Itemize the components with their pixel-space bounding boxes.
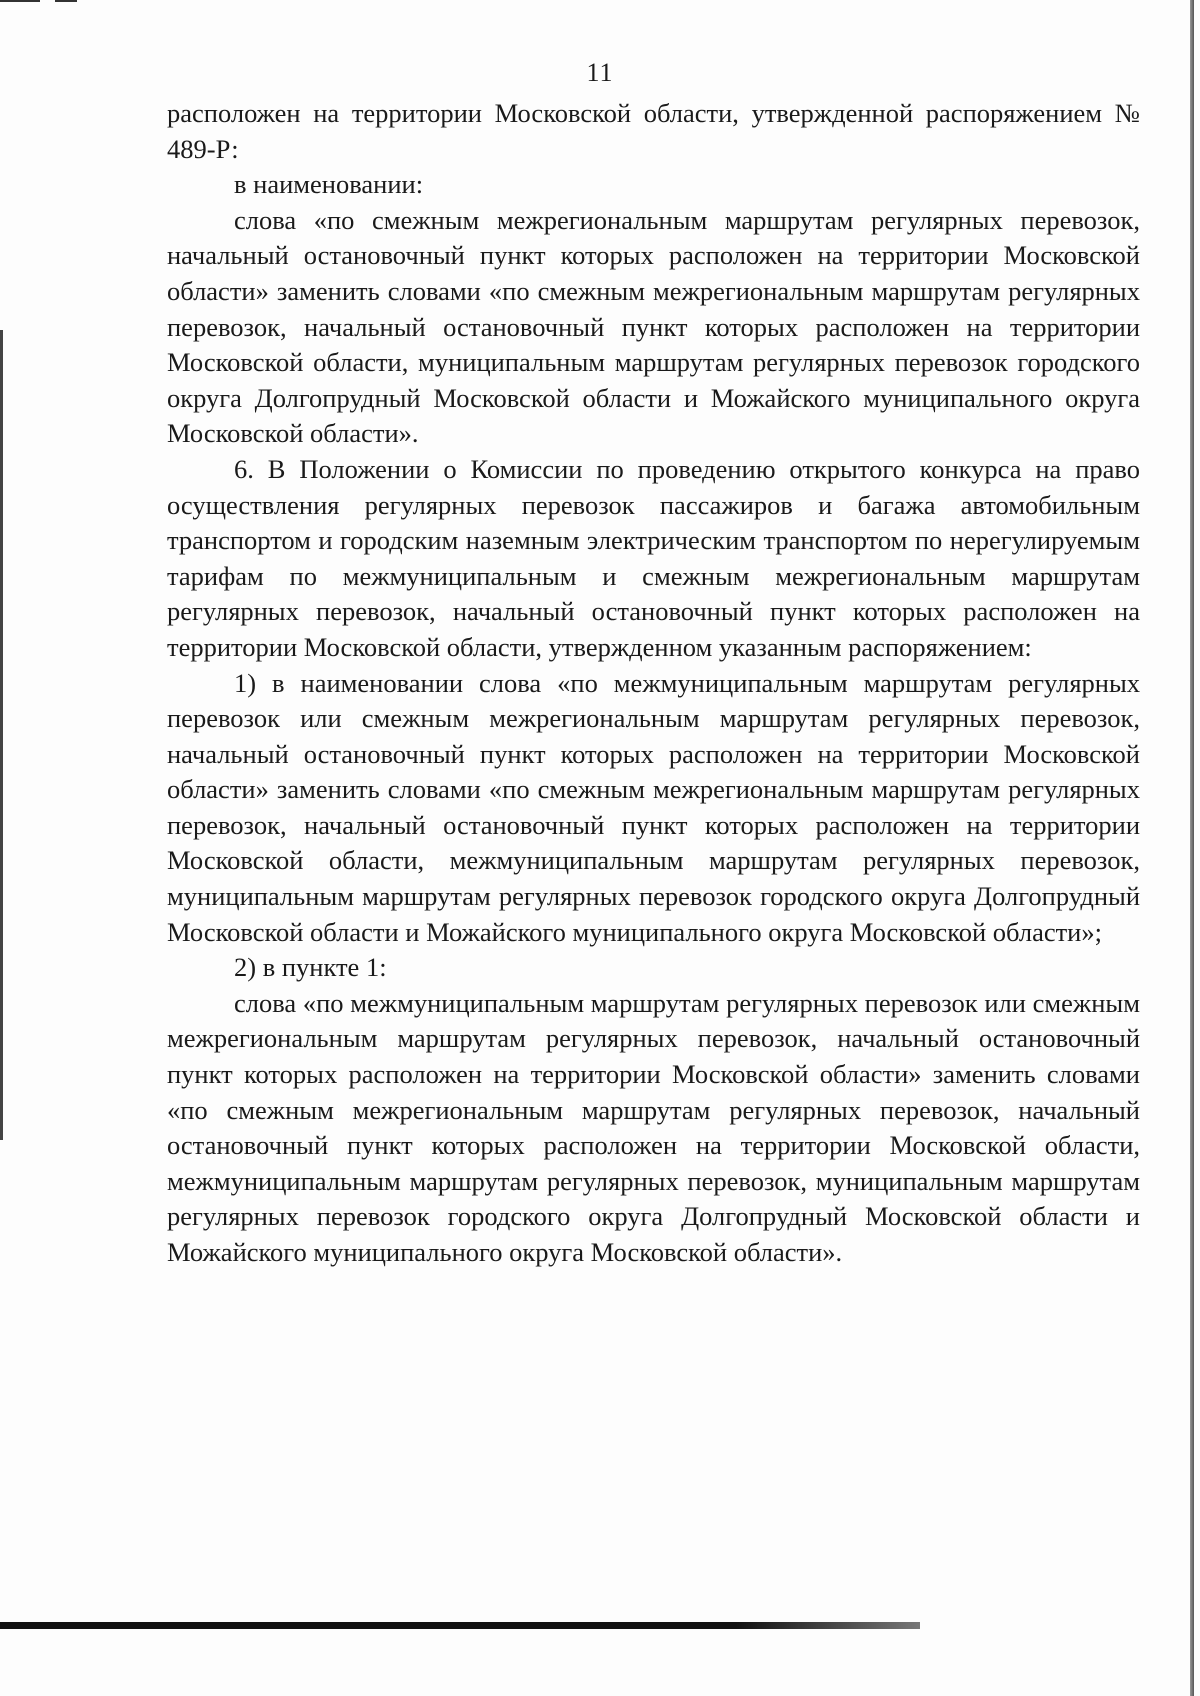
- document-body: [167, 96, 1140, 1271]
- paragraph-subitem-2: 2) в пункте 1:: [234, 952, 387, 983]
- paragraph-title-replacement: слова «по смежным межрегиональным маршрутам регулярных перевозок, начальный остановочный пункт которых расположен на территории Московской области» заменить словами «по смежным межрегиональным маршрутам регулярных перевозок, начальный остановочный пункт которых расположен на территории Московской области, муниципальным маршрутам регулярных перевозок городского округа Долгопрудный Московской области и Можайского муниципального округа Московской области».: [167, 204, 1140, 449]
- scan-artifact-bottom-line: [0, 1622, 920, 1629]
- page-number: 11: [586, 58, 614, 87]
- paragraph-subitem-1: 1) в наименовании слова «по межмуниципальным маршрутам регулярных перевозок или смежным межрегиональным маршрутам регулярных перевозок, начальный остановочный пункт которых расположен на территории Московской области» заменить словами «по смежным межрегиональным маршрутам регулярных перевозок, начальный остановочный пункт которых расположен на территории Московской области, межмуниципальным маршрутам регулярных перевозок, муниципальным маршрутам регулярных перевозок городского округа Долгопрудный Московской области и Можайского муниципального округа Московской области»;: [167, 667, 1140, 947]
- scan-artifact-top-dash: [55, 0, 77, 2]
- paragraph-continuation: расположен на территории Московской области, утвержденной распоряжением № 489-Р:: [167, 98, 1140, 164]
- scan-artifact-left-edge: [0, 330, 3, 1140]
- paragraph-subitem-2-words: слова «по межмуниципальным маршрутам регулярных перевозок или смежным межрегиональным маршрутам регулярных перевозок, начальный остановочный пункт которых расположен на территории Московской области» заменить словами «по смежным межрегиональным маршрутам регулярных перевозок, начальный остановочный пункт которых расположен на территории Московской области, межмуниципальным маршрутам регулярных перевозок, муниципальным маршрутам регулярных перевозок городского округа Долгопрудный Московской области и Можайского муниципального округа Московской области».: [167, 987, 1140, 1267]
- paragraph-item-6: 6. В Положении о Комиссии по проведению открытого конкурса на право осуществления регулярных перевозок пассажиров и багажа автомобильным транспортом и городским наземным электрическим транспортом по нерегулируемым тарифам по межмуниципальным и смежным межрегиональным маршрутам регулярных перевозок, начальный остановочный пункт которых расположен на территории Московской области, утвержденном указанным распоряжением:: [167, 453, 1140, 662]
- scan-artifact-top: [0, 0, 40, 8]
- paragraph-in-title: в наименовании:: [234, 169, 424, 200]
- scan-artifact-right-edge: [1190, 0, 1194, 1696]
